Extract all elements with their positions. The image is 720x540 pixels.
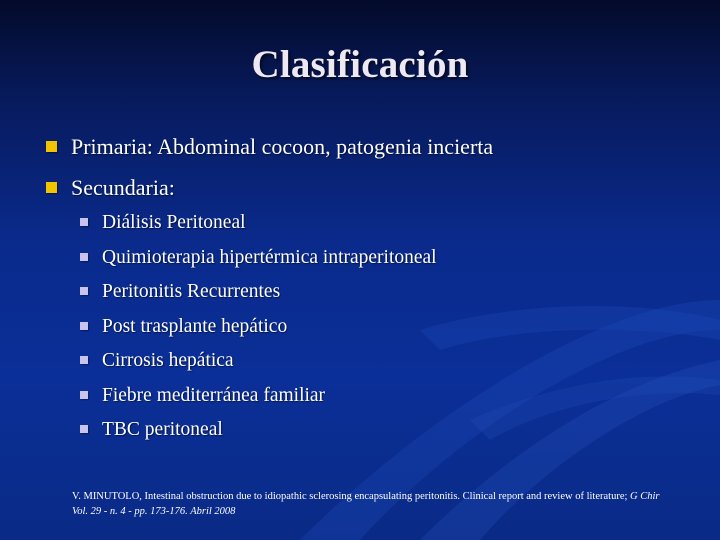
sub-bullet-peritonitis [80, 281, 280, 303]
slide-title: Clasificación [251, 43, 469, 86]
square-bullet-icon [80, 322, 88, 330]
reference-journal: G Chir Vol. 29 - n. 4 - pp. 173-176. Abril 2008 [72, 491, 660, 517]
sub-bullet-text: Post trasplante hepático [102, 316, 288, 337]
square-bullet-icon [80, 391, 88, 399]
sub-bullet-text: Peritonitis Recurrentes [102, 281, 281, 302]
sub-bullet-quimioterapia [80, 247, 437, 269]
sub-bullet-text: Quimioterapia hipertérmica intraperitoneal [102, 247, 437, 268]
bullet-text: Primaria: Abdominal cocoon, patogenia incierta [71, 134, 494, 159]
square-bullet-icon [80, 253, 88, 261]
reference-authors-title: V. MINUTOLO, Intestinal obstruction due to idiopathic sclerosing encapsulating peritonitis. Clinical report and review of literature; [72, 491, 628, 502]
square-bullet-icon [46, 182, 57, 193]
sub-bullet-fiebre [80, 385, 325, 407]
sub-bullet-tbc [80, 419, 223, 441]
reference-citation [72, 489, 672, 519]
square-bullet-icon [80, 425, 88, 433]
sub-bullet-text: Fiebre mediterránea familiar [102, 385, 326, 406]
sub-bullet-text: TBC peritoneal [102, 419, 223, 440]
square-bullet-icon [46, 141, 57, 152]
square-bullet-icon [80, 218, 88, 226]
square-bullet-icon [80, 287, 88, 295]
sub-bullet-cirrosis [80, 350, 234, 372]
bullet-primaria [46, 134, 493, 160]
sub-bullet-text: Diálisis Peritoneal [102, 212, 246, 233]
bullet-secundaria [46, 175, 175, 201]
sub-bullet-post-trasplante [80, 316, 287, 338]
sub-bullet-dialisis [80, 212, 246, 234]
square-bullet-icon [80, 356, 88, 364]
bullet-text: Secundaria: [71, 175, 175, 200]
sub-bullet-text: Cirrosis hepática [102, 350, 234, 371]
